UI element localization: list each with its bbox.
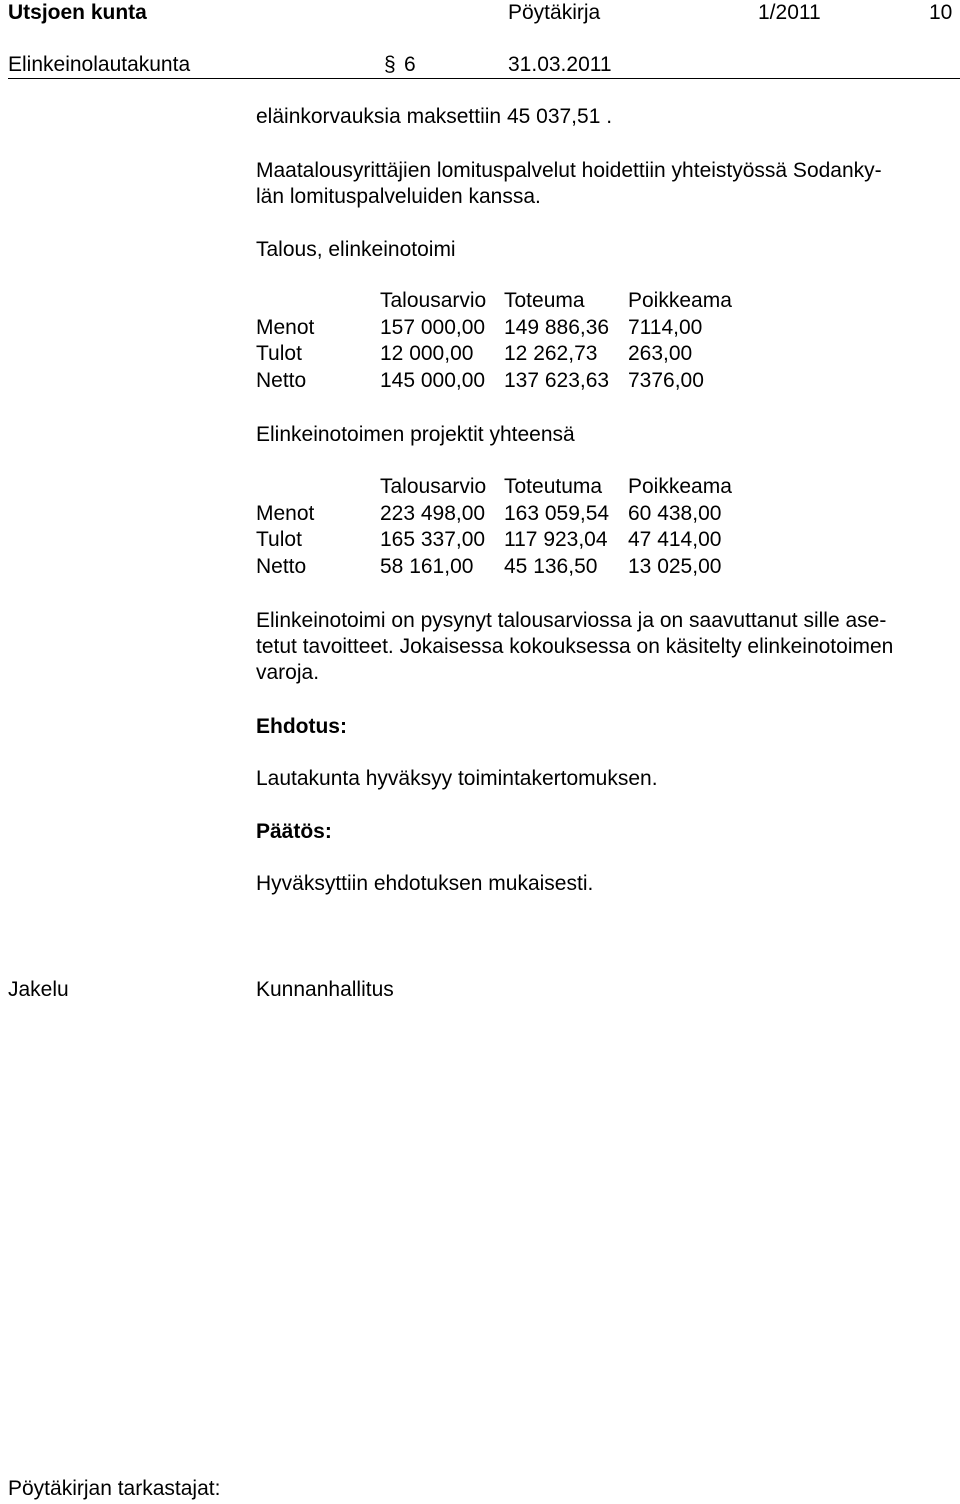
table-cell: 263,00 — [628, 342, 693, 365]
document-number: 1/2011 — [758, 1, 821, 24]
projects-table — [256, 474, 758, 580]
conclusion-line-2: tetut tavoitteet. Jokaisessa kokouksessa on käsitelty elinkeinotoimen — [256, 635, 894, 658]
section-title-finance: Talous, elinkeinotoimi — [256, 238, 456, 261]
table-cell: 145 000,00 — [380, 368, 486, 392]
table-header-cell — [256, 474, 380, 501]
board-name: Elinkeinolautakunta — [8, 53, 191, 76]
section-number: 6 — [404, 53, 416, 76]
table-cell: Tulot — [256, 342, 302, 365]
header-divider — [8, 78, 960, 79]
table-header-row — [256, 474, 758, 501]
table-row — [256, 315, 758, 342]
table-row — [256, 368, 758, 395]
table-cell: 45 136,50 — [504, 554, 598, 578]
table-cell: 12 000,00 — [380, 342, 474, 365]
document-type: Pöytäkirja — [508, 1, 601, 24]
table-cell: 60 438,00 — [628, 501, 722, 525]
compensation-line: eläinkorvauksia maksettiin 45 037,51 . — [256, 105, 613, 128]
proposal-text: Lautakunta hyväksyy toimintakertomuksen. — [256, 767, 658, 790]
table-header-cell — [256, 288, 380, 315]
table-header-cell: Poikkeama — [628, 289, 732, 312]
page-number: 10 — [929, 1, 953, 24]
table-cell: Netto — [256, 554, 307, 578]
table-cell: 7376,00 — [628, 368, 704, 392]
table-header-cell: Talousarvio — [380, 475, 487, 498]
decision-text: Hyväksyttiin ehdotuksen mukaisesti. — [256, 872, 594, 895]
table-row — [256, 341, 758, 368]
table-header-cell: Toteutuma — [504, 475, 603, 498]
table-cell: 165 337,00 — [380, 528, 486, 551]
table-cell: 223 498,00 — [380, 501, 486, 525]
table-cell: Menot — [256, 315, 315, 339]
municipality-name: Utsjoen kunta — [8, 1, 147, 24]
decision-label: Päätös: — [256, 820, 332, 843]
reviewers-label: Pöytäkirjan tarkastajat: — [8, 1477, 221, 1500]
table-cell: 7114,00 — [628, 315, 703, 339]
table-cell: Netto — [256, 368, 307, 392]
table-row — [256, 554, 758, 581]
table-header-cell: Talousarvio — [380, 289, 487, 312]
table-cell: 117 923,04 — [504, 528, 608, 551]
proposal-label: Ehdotus: — [256, 715, 347, 738]
conclusion-line-1: Elinkeinotoimi on pysynyt talousarviossa ja on saavuttanut sille ase- — [256, 609, 887, 632]
table-cell: 137 623,63 — [504, 368, 610, 392]
table-cell: 157 000,00 — [380, 315, 486, 339]
relief-paragraph-line-2: län lomituspalveluiden kanssa. — [256, 185, 541, 208]
distribution-label: Jakelu — [8, 978, 69, 1001]
table-cell: Menot — [256, 501, 315, 525]
section-mark: § — [384, 53, 396, 76]
meeting-date: 31.03.2011 — [508, 53, 612, 76]
table-cell: 47 414,00 — [628, 528, 722, 551]
table-header-row — [256, 288, 758, 315]
table-cell: 149 886,36 — [504, 315, 610, 339]
distribution-value: Kunnanhallitus — [256, 978, 394, 1001]
table-cell: 13 025,00 — [628, 554, 722, 578]
table-row — [256, 527, 758, 554]
table-cell: 163 059,54 — [504, 501, 610, 525]
table-cell: 58 161,00 — [380, 554, 474, 578]
table-cell: 12 262,73 — [504, 342, 598, 365]
table-header-cell: Toteuma — [504, 289, 585, 312]
table-cell: Tulot — [256, 528, 302, 551]
table-row — [256, 501, 758, 528]
relief-paragraph-line-1: Maatalousyrittäjien lomituspalvelut hoidettiin yhteistyössä Sodanky- — [256, 159, 882, 182]
finance-table — [256, 288, 758, 394]
table-header-cell: Poikkeama — [628, 475, 732, 498]
section-title-projects: Elinkeinotoimen projektit yhteensä — [256, 423, 575, 446]
conclusion-line-3: varoja. — [256, 661, 320, 684]
